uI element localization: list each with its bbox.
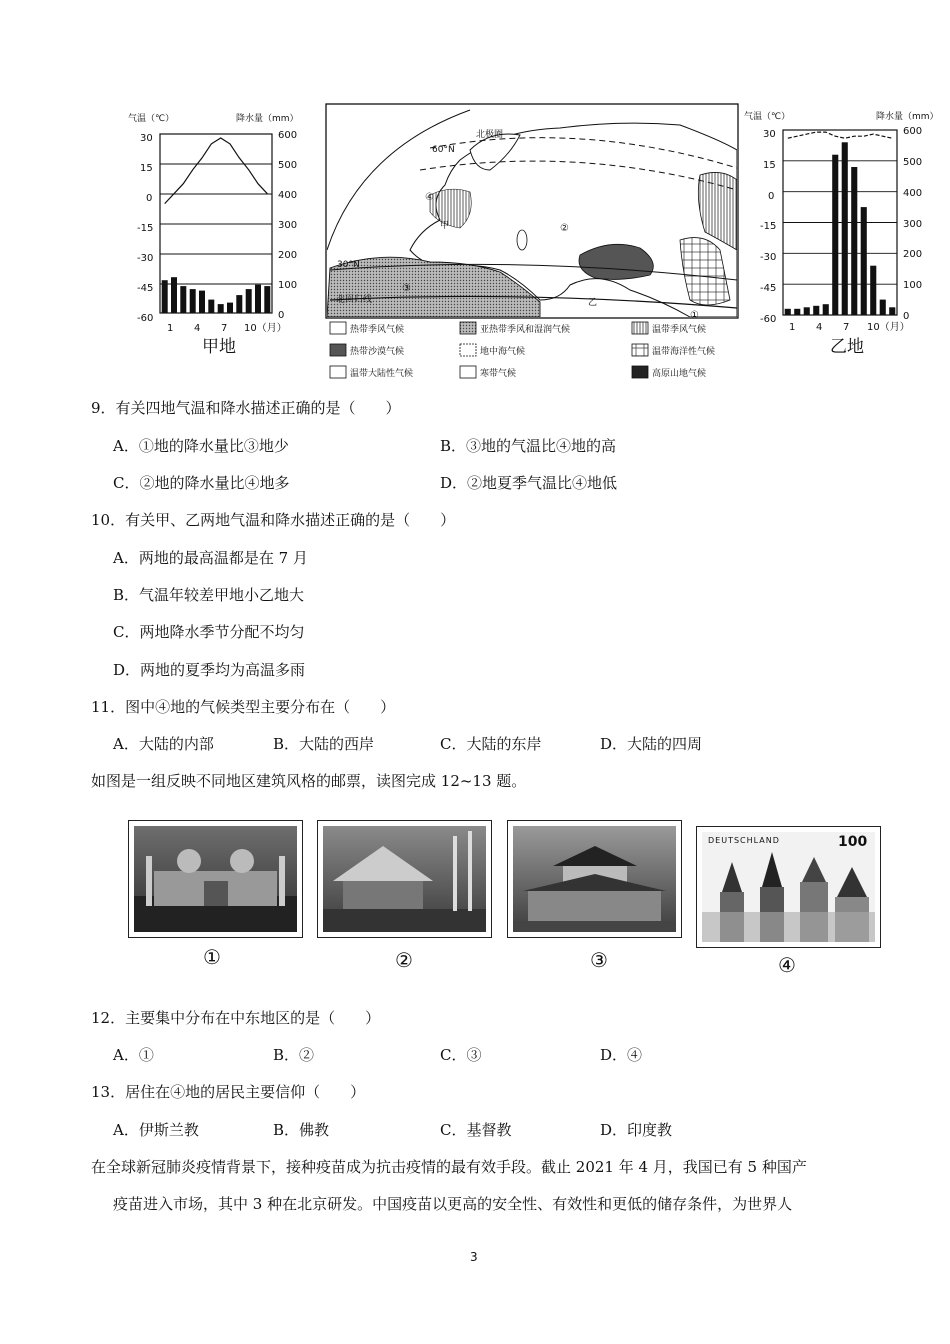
jia-precip-tick: 300: [278, 220, 298, 231]
yi-month-tick: 4: [816, 322, 823, 333]
question-10-stem: 10．有关甲、乙两地气温和降水描述正确的是（ ）: [91, 511, 456, 529]
stamp-4-value: 100: [838, 834, 868, 850]
yi-precip-tick: 200: [903, 249, 923, 260]
yi-temp-ticks: [760, 129, 776, 325]
jia-month-tick: 1: [167, 323, 174, 334]
jia-precip-bar: [180, 286, 186, 313]
question-11-stem: 11．图中④地的气候类型主要分布在（ ）: [91, 698, 396, 716]
yi-precip-bar: [794, 309, 800, 315]
question-13-stem: 13．居住在④地的居民主要信仰（ ）: [91, 1083, 366, 1101]
jia-month-tick: 7: [221, 323, 228, 334]
legend-item: 亚热带季风和湿润气候: [480, 325, 571, 335]
stamp-3: [507, 820, 682, 938]
yi-precip-axis-title: 降水量（mm）: [876, 112, 939, 122]
question-13-option-a: A．伊斯兰教: [113, 1121, 199, 1139]
legend-item: 热带季风气候: [350, 325, 405, 335]
jia-caption: 甲地: [202, 337, 236, 357]
page-number: 3: [470, 1250, 478, 1264]
yi-precip-bar: [785, 309, 791, 315]
jia-precip-bar: [227, 303, 233, 313]
question-11-option-a: A．大陆的内部: [113, 735, 214, 753]
yi-temp-tick: 15: [763, 160, 776, 171]
question-12-option-b: B．②: [273, 1046, 315, 1064]
jia-temp-tick: 15: [140, 163, 153, 174]
map-yi-label: 乙: [588, 298, 598, 308]
jia-temp-axis-title: 气温（℃）: [128, 114, 175, 124]
chinese-building-illustration: [513, 826, 676, 932]
map-point-2: ②: [560, 223, 569, 234]
map-jia-label: 甲: [440, 221, 450, 231]
stamp-4: [696, 826, 881, 948]
question-11-option-b: B．大陆的西岸: [273, 735, 375, 753]
legend-item: 寒带气候: [480, 369, 517, 379]
jia-temp-ticks: [137, 133, 153, 324]
jia-precip-bar: [208, 300, 214, 313]
legend-item: 热带沙漠气候: [350, 347, 405, 357]
yi-temp-line: [788, 132, 893, 138]
yi-precip-bar: [861, 207, 867, 315]
yi-temp-tick: -60: [760, 314, 777, 325]
stamp-4-number: ④: [778, 953, 796, 977]
yi-temp-tick: 0: [768, 191, 775, 202]
jia-month-tick: 10（月）: [244, 323, 287, 334]
jia-gridlines: [160, 164, 272, 284]
question-12-option-c: C．③: [440, 1046, 482, 1064]
yi-precip-tick: 400: [903, 188, 923, 199]
yi-precip-tick: 300: [903, 219, 923, 230]
jia-precip-ticks: [278, 130, 297, 321]
legend-item: 温带大陆性气候: [350, 369, 414, 379]
question-9-option-c: C．②地的降水量比④地多: [113, 474, 290, 492]
yi-temp-tick: -30: [760, 252, 777, 263]
question-11-option-d: D．大陆的四周: [600, 735, 703, 753]
question-13-option-d: D．印度教: [600, 1121, 673, 1139]
jia-precip-tick: 0: [278, 310, 285, 321]
jia-precip-tick: 100: [278, 280, 298, 291]
yi-precip-ticks: [903, 126, 922, 322]
climate-map: [326, 104, 738, 321]
question-10-option-b: B．气温年较差甲地小乙地大: [113, 586, 305, 604]
stilt-house-illustration: [323, 826, 486, 932]
mosque-illustration: [134, 826, 297, 932]
stamp-4-country: DEUTSCHLAND: [708, 836, 780, 845]
jia-precip-bar: [218, 304, 224, 313]
question-12-stem: 12．主要集中分布在中东地区的是（ ）: [91, 1009, 381, 1027]
jia-temp-tick: -30: [137, 253, 154, 264]
jia-temp-tick: -45: [137, 283, 154, 294]
question-13-option-c: C．基督教: [440, 1121, 512, 1139]
question-9-option-b: B．③地的气温比④地的高: [440, 437, 617, 455]
climate-figure: [0, 0, 950, 390]
legend-item: 温带海洋性气候: [652, 347, 716, 357]
jia-precip-bar: [236, 295, 242, 313]
yi-precip-bars: [785, 142, 896, 315]
vaccine-paragraph-line-1: 在全球新冠肺炎疫情背景下，接种疫苗成为抗击疫情的最有效手段。截止 2021 年 4 月，我国已有 5 种国产: [91, 1158, 807, 1176]
yi-month-tick: 10（月）: [867, 322, 910, 333]
yi-precip-bar: [851, 167, 857, 315]
question-10-option-d: D．两地的夏季均为高温多雨: [113, 661, 306, 679]
jia-precip-tick: 200: [278, 250, 298, 261]
jia-temp-tick: 0: [146, 193, 153, 204]
stamp-2: [317, 820, 492, 938]
jia-precip-bar: [171, 277, 177, 313]
yi-precip-tick: 0: [903, 311, 910, 322]
yi-precip-tick: 500: [903, 157, 923, 168]
question-10-option-a: A．两地的最高温都是在 7 月: [113, 549, 308, 567]
map-point-1: ①: [690, 310, 699, 321]
jia-month-tick: 4: [194, 323, 201, 334]
map-point-4: ④: [425, 192, 434, 203]
jia-precip-tick: 400: [278, 190, 298, 201]
question-12-option-d: D．④: [600, 1046, 643, 1064]
jia-month-ticks: [167, 322, 287, 334]
jia-precip-bar: [255, 285, 261, 313]
yi-month-tick: 1: [789, 322, 796, 333]
stamp-3-number: ③: [590, 948, 608, 972]
question-9-option-d: D．②地夏季气温比④地低: [440, 474, 618, 492]
stamp-1-number: ①: [203, 945, 221, 969]
jia-precip-bar: [246, 289, 252, 313]
yi-precip-bar: [889, 307, 895, 315]
question-10-option-c: C．两地降水季节分配不均匀: [113, 623, 305, 641]
stamps-intro: 如图是一组反映不同地区建筑风格的邮票，读图完成 12~13 题。: [91, 772, 527, 790]
yi-month-tick: 7: [843, 322, 850, 333]
yi-month-ticks: [789, 321, 910, 333]
yi-temp-axis-title: 气温（℃）: [744, 112, 791, 122]
legend-item: 温带季风气候: [652, 325, 707, 335]
yi-caption: 乙地: [830, 337, 864, 357]
yi-precip-bar: [804, 307, 810, 315]
map-legend: [330, 322, 715, 379]
yi-precip-bar: [813, 306, 819, 315]
jia-precip-bars: [162, 277, 271, 313]
jia-temp-tick: -15: [137, 223, 154, 234]
yi-temp-tick: -45: [760, 283, 777, 294]
yi-temp-tick: -15: [760, 221, 777, 232]
jia-climate-chart: [128, 112, 299, 357]
yi-precip-tick: 600: [903, 126, 923, 137]
jia-precip-bar: [162, 280, 168, 313]
map-point-3: ③: [402, 283, 411, 294]
jia-temp-tick: -60: [137, 313, 154, 324]
jia-precip-bar: [199, 291, 205, 313]
vaccine-paragraph-line-2: 疫苗进入市场，其中 3 种在北京研发。中国疫苗以更高的安全性、有效性和更低的储存条件，为世界人: [113, 1195, 793, 1213]
question-13-option-b: B．佛教: [273, 1121, 330, 1139]
jia-precip-axis-title: 降水量（mm）: [236, 114, 299, 124]
question-9-stem: 9．有关四地气温和降水描述正确的是（ ）: [91, 399, 401, 417]
german-town-illustration: [702, 852, 875, 942]
stamp-2-number: ②: [395, 948, 413, 972]
legend-item: 高原山地气候: [652, 369, 707, 379]
caspian-sea: [517, 230, 527, 250]
yi-precip-bar: [842, 142, 848, 315]
yi-temp-tick: 30: [763, 129, 776, 140]
legend-item: 地中海气候: [480, 347, 526, 357]
map-lat30-label: 30°N: [337, 260, 360, 270]
yi-climate-chart: [744, 110, 939, 357]
question-9-option-a: A．①地的降水量比③地少: [113, 437, 289, 455]
stamp-1: [128, 820, 303, 938]
map-tropic-label: 北回归线: [336, 295, 373, 305]
yi-precip-bar: [823, 304, 829, 315]
jia-temp-tick: 30: [140, 133, 153, 144]
yi-precip-bar: [832, 155, 838, 315]
jia-precip-tick: 500: [278, 160, 298, 171]
question-11-option-c: C．大陆的东岸: [440, 735, 542, 753]
yi-precip-bar: [870, 266, 876, 315]
yi-precip-bar: [880, 300, 886, 315]
map-arctic-label: 北极圈: [476, 130, 504, 140]
jia-precip-tick: 600: [278, 130, 298, 141]
yi-precip-tick: 100: [903, 280, 923, 291]
jia-precip-bar: [264, 286, 270, 313]
yi-gridlines: [783, 161, 897, 284]
jia-precip-bar: [190, 289, 196, 313]
question-12-option-a: A．①: [113, 1046, 154, 1064]
map-lat60-label: 60°N: [432, 145, 455, 155]
